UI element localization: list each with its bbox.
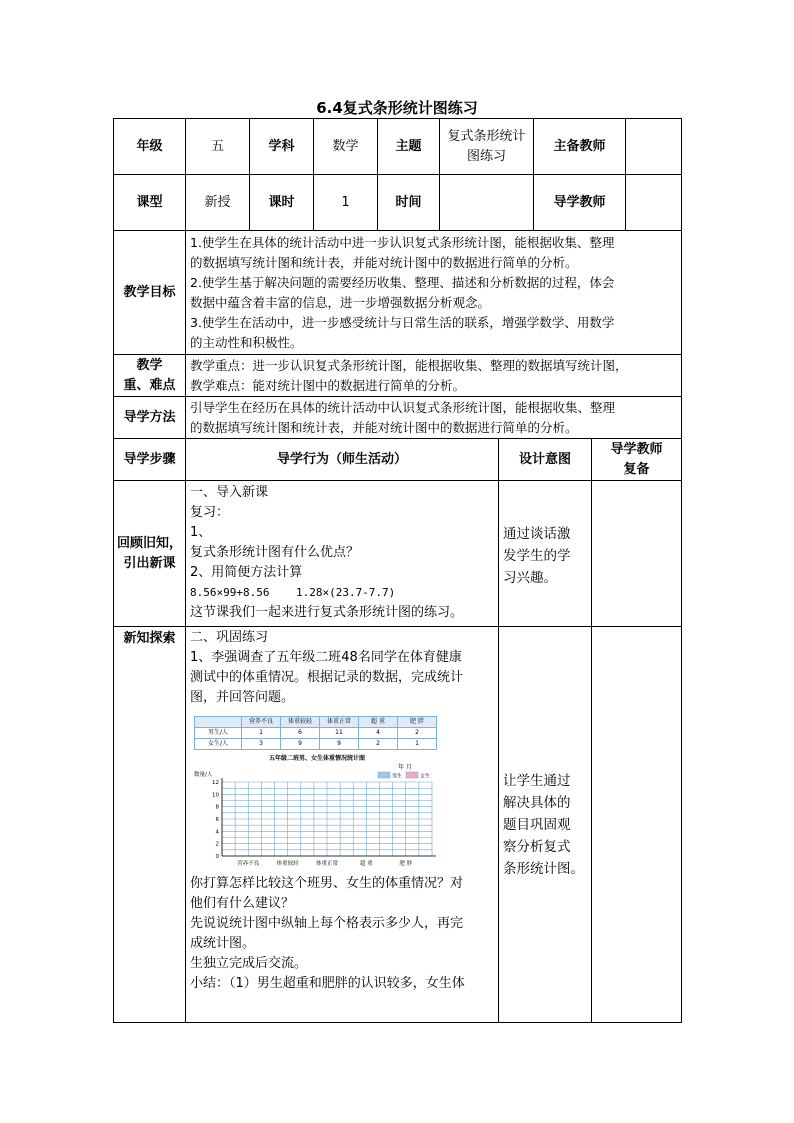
chart-x-tick-label: 超 重: [360, 861, 373, 867]
chart-y-tick-label: 0: [215, 854, 219, 860]
review-calc: 8.56×99+8.56 1.28×(23.7-7.7): [190, 586, 396, 599]
review-line: 1、: [190, 525, 212, 540]
review-label: [114, 481, 186, 627]
key-points-label-line: 教学: [136, 357, 163, 373]
teacher-review-header: [592, 439, 682, 481]
subject-value: 数学: [314, 119, 378, 175]
legend-label: 男生: [392, 773, 403, 780]
review-intent-line: 通过谈话激: [503, 526, 571, 542]
chart-y-tick-label: 2: [215, 841, 219, 848]
practice-line: 测试中的体重情况。根据记录的数据，完成统计: [190, 670, 464, 685]
practice-label: 新知探索: [114, 627, 186, 1023]
weight-table-header: [195, 717, 437, 728]
guide-teacher-value: [626, 175, 682, 231]
weight-table-cell: 11: [320, 728, 359, 739]
practice-teacher-notes: [592, 627, 682, 1023]
chart-x-tick-label: 营养不良: [237, 861, 260, 867]
legend-label: 女生: [420, 773, 431, 780]
legend-swatch: [406, 772, 418, 778]
weight-table-row-girls: [195, 739, 437, 750]
lesson-type-value: 新授: [186, 175, 250, 231]
goals-line: 数据中蕴含着丰富的信息，进一步增强数据分析观念。: [190, 294, 491, 310]
legend-swatch: [378, 772, 390, 778]
goals-label: 教学目标: [114, 231, 186, 355]
practice-intent: [499, 627, 592, 1023]
preparer-value: [626, 119, 682, 175]
chart-y-axis-label: 数量/人: [194, 772, 213, 778]
goals-line: 2.使学生基于解决问题的需要经历收集、整理、描述和分析数据的过程，体会: [190, 274, 615, 290]
practice-line: 你打算怎样比较这个班男、女生的体重情况？对: [190, 876, 464, 891]
practice-row: [114, 627, 682, 1023]
weight-table-header-cell: 营养不良: [242, 717, 281, 728]
key-points-text: [186, 355, 682, 397]
practice-activity: [186, 627, 499, 1023]
practice-line: 小结：（1）男生超重和肥胖的认识较多，女生体: [190, 976, 465, 991]
review-line: 复式条形统计图有什么优点？: [190, 545, 360, 560]
weight-table-cell: 9: [320, 739, 359, 750]
steps-header: 导学步骤: [114, 439, 186, 481]
teacher-review-header-line: 复备: [623, 461, 650, 477]
weight-bar-chart: [192, 752, 442, 872]
practice-intent-line: 察分析复式: [503, 838, 571, 855]
key-points-row: [114, 355, 682, 397]
chart-x-tick-label: 体重较轻: [276, 861, 299, 867]
review-closing: 这节课我们一起来进行复式条形统计图的练习。: [190, 605, 464, 620]
goals-line: 的数据填写统计图和统计表，并能对统计图中的数据进行简单的分析。: [190, 254, 578, 270]
practice-line: 二、巩固练习: [190, 630, 269, 645]
weight-data-table: [194, 716, 437, 750]
topic-label: 主题: [378, 119, 440, 175]
period-value: 1: [314, 175, 378, 231]
weight-table-header-cell: 体重较轻: [281, 717, 320, 728]
practice-line: 他们有什么建议？: [190, 896, 295, 911]
key-points-line: 教学难点：能对统计图中的数据进行简单的分析。: [190, 377, 466, 393]
practice-line: 图，并回答问题。: [190, 690, 295, 705]
intent-header: 设计意图: [499, 439, 592, 481]
topic-value: 复式条形统计图练习: [440, 119, 534, 175]
grade-label: 年级: [114, 119, 186, 175]
chart-y-tick-label: 6: [215, 817, 219, 823]
weight-table-cell: 2: [359, 739, 398, 750]
goals-row: [114, 231, 682, 355]
method-text: [186, 397, 682, 439]
chart-x-tick-label: 肥 胖: [399, 861, 413, 867]
weight-table-cell: 6: [281, 728, 320, 739]
weight-table-row-label: 女生/人: [195, 739, 242, 750]
review-line: 复习：: [190, 505, 230, 520]
chart-date-label: 年 月: [398, 764, 412, 771]
activity-header: 导学行为（师生活动）: [186, 439, 499, 481]
subject-label: 学科: [250, 119, 314, 175]
goals-text: [186, 231, 682, 355]
review-teacher-notes: [592, 481, 682, 627]
goals-line: 3.使学生在活动中，进一步感受统计与日常生活的联系，增强学数学、用数学: [190, 314, 615, 330]
lesson-plan-table: [113, 118, 682, 1023]
practice-intent-line: 条形统计图。: [503, 860, 584, 877]
steps-header-row: [114, 439, 682, 481]
weight-table-cell: 9: [281, 739, 320, 750]
weight-table-cell: 4: [359, 728, 398, 739]
weight-table-header-cell: 肥 胖: [398, 717, 437, 728]
document-title: 6.4复式条形统计图练习: [316, 99, 478, 117]
review-intent: [499, 481, 592, 627]
info-row-2: [114, 175, 682, 231]
lesson-type-label: 课型: [114, 175, 186, 231]
goals-line: 的主动性和积极性。: [190, 334, 303, 350]
method-line: 的数据填写统计图和统计表，并能对统计图中的数据进行简单的分析。: [190, 419, 578, 435]
weight-table-header-cell: [195, 717, 242, 728]
chart-y-tick-label: 12: [212, 780, 219, 786]
time-label: 时间: [378, 175, 440, 231]
guide-teacher-label: 导学教师: [534, 175, 626, 231]
key-points-line: 教学重点：进一步认识复式条形统计图，能根据收集、整理的数据填写统计图，: [190, 357, 628, 373]
review-line: 2、用简便方法计算: [190, 565, 303, 580]
review-intent-line: 习兴趣。: [503, 570, 557, 586]
chart-title: 五年级二班男、女生体重情况统计图: [268, 755, 366, 762]
teacher-review-header-line: 导学教师: [610, 441, 663, 457]
method-row: [114, 397, 682, 439]
review-intent-line: 发学生的学: [503, 548, 571, 564]
key-points-label-line: 重、难点: [123, 377, 176, 393]
practice-line: 成统计图。: [190, 936, 256, 951]
practice-line: 先说说统计图中纵轴上每个格表示多少人，再完: [190, 916, 464, 931]
chart-y-tick-label: 10: [212, 792, 219, 799]
info-row-1: [114, 119, 682, 175]
weight-table-header-cell: 体重正常: [320, 717, 359, 728]
review-label-line: 回顾旧知，: [116, 535, 182, 551]
key-points-label: [114, 355, 186, 397]
chart-x-tick-label: 体重正常: [315, 861, 339, 867]
review-line: 一、导入新课: [190, 485, 269, 500]
weight-table-cell: 1: [398, 739, 437, 750]
practice-intent-line: 让学生通过: [503, 772, 571, 789]
practice-line: 1、李强调查了五年级二班48名同学在体育健康: [190, 650, 462, 665]
goals-line: 1.使学生在具体的统计活动中进一步认识复式条形统计图，能根据收集、整理: [190, 234, 615, 250]
time-value: [440, 175, 534, 231]
grade-value: 五: [186, 119, 250, 175]
weight-table-row-boys: [195, 728, 437, 739]
weight-table-cell: 1: [242, 728, 281, 739]
method-line: 引导学生在经历在具体的统计活动中认识复式条形统计图，能根据收集、整理: [190, 399, 616, 415]
preparer-label: 主备教师: [534, 119, 626, 175]
chart-y-tick-label: 4: [215, 829, 219, 836]
practice-intent-line: 题目巩固观: [503, 816, 571, 833]
weight-table-cell: 3: [242, 739, 281, 750]
practice-line: 生独立完成后交流。: [190, 956, 308, 971]
weight-table-header-cell: 超 重: [359, 717, 398, 728]
practice-intent-line: 解决具体的: [503, 794, 571, 811]
review-label-line: 引出新课: [123, 555, 176, 571]
chart-y-tick-label: 8: [215, 804, 219, 811]
review-activity: [186, 481, 499, 627]
method-label: 导学方法: [114, 397, 186, 439]
weight-table-row-label: 男生/人: [195, 728, 242, 739]
weight-table-cell: 2: [398, 728, 437, 739]
review-row: [114, 481, 682, 627]
period-label: 课时: [250, 175, 314, 231]
